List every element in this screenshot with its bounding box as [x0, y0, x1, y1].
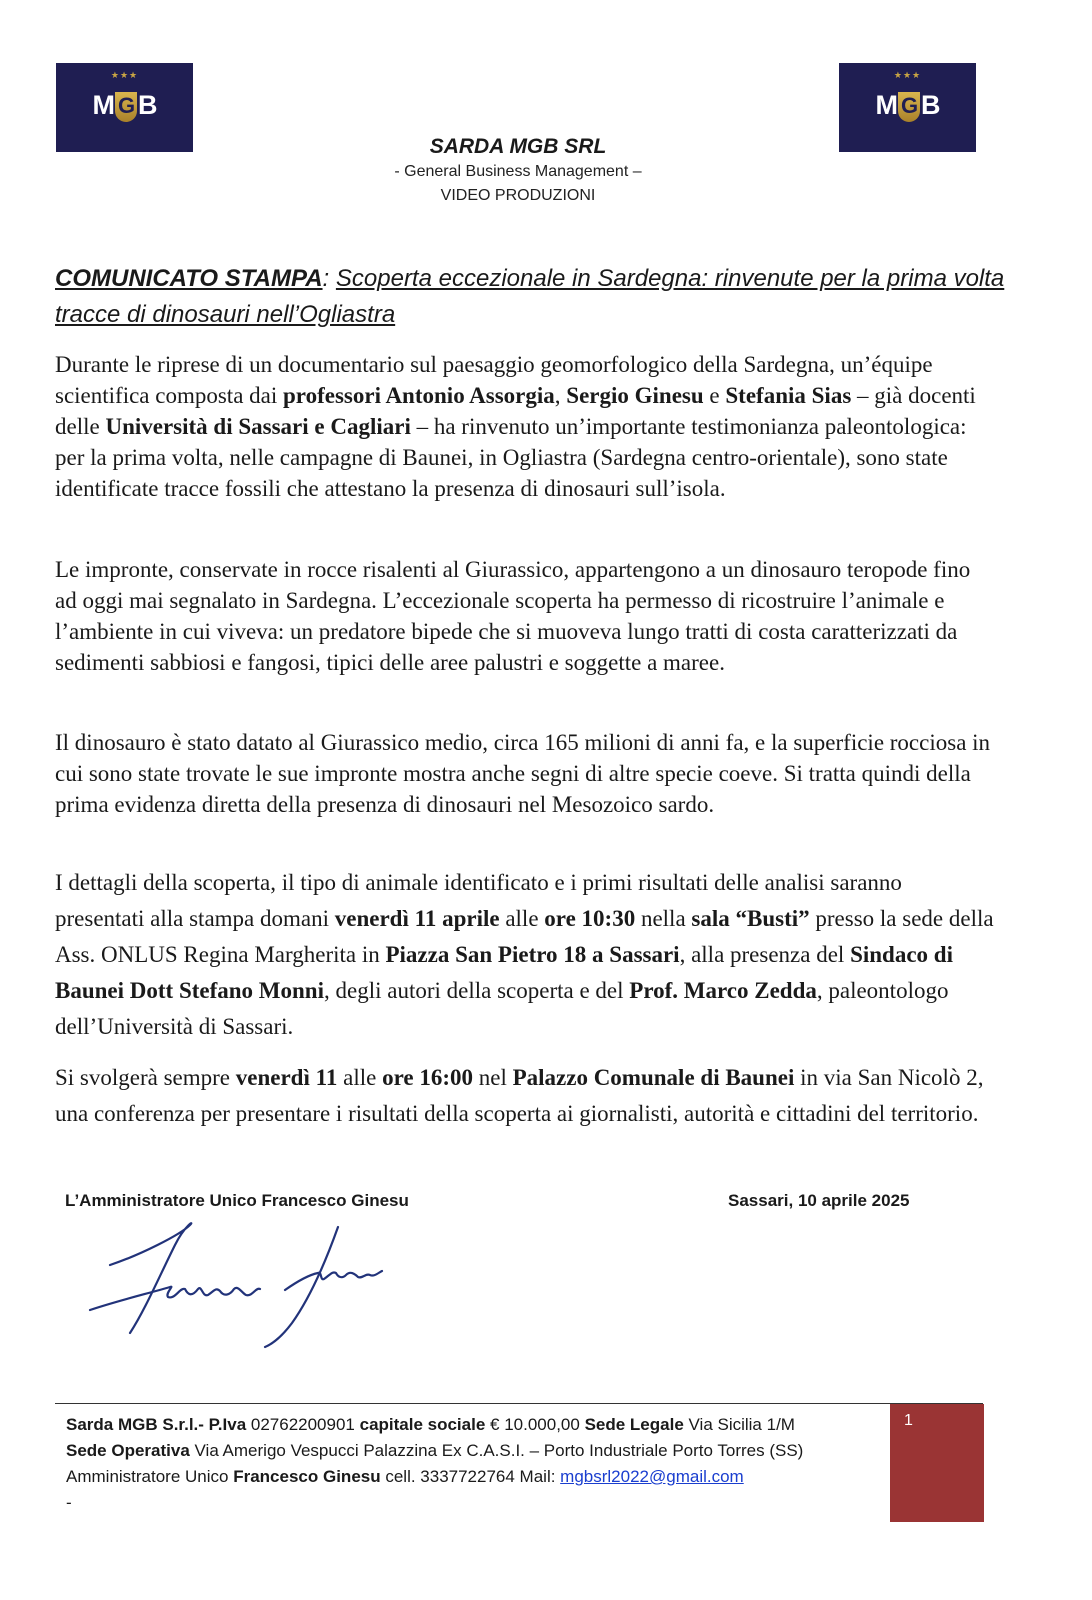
text: Via Sicilia 1/M [683, 1415, 795, 1434]
page-number-box [890, 1404, 984, 1522]
paragraph-5 [55, 1060, 995, 1132]
paragraph-3: Il dinosauro è stato datato al Giurassico medio, circa 165 milioni di anni fa, e la superficie rocciosa in cui sono state trovate le sue impronte mostra anche segni di altre specie coeve. Si tratta quindi della prima evidenza diretta della presenza di dinosauri nel Mesozoico sardo. [55, 730, 991, 817]
company-logo-left [56, 63, 193, 152]
paragraph-4 [55, 865, 995, 1045]
text: , [554, 383, 567, 408]
text: 02762200901 [246, 1415, 360, 1434]
company-name: SARDA MGB SRL [429, 135, 607, 158]
page-number: 1 [904, 1412, 913, 1429]
text: – già docenti delle [55, 383, 976, 439]
text: , degli autori della scoperta e del [324, 978, 630, 1003]
bold-text: ore 10:30 [544, 906, 636, 931]
bold-text: Prof. Marco Zedda [629, 978, 817, 1003]
bold-text: venerdì 11 [235, 1065, 338, 1090]
bold-text: ore 16:00 [382, 1065, 473, 1090]
bold-text: Palazzo Comunale di Baunei [512, 1065, 795, 1090]
logo-mark: M G B [875, 90, 940, 120]
bold-text: venerdì 11 aprile [334, 906, 500, 931]
text: Si svolgerà sempre [55, 1065, 236, 1090]
bold-text: Francesco Ginesu [233, 1467, 381, 1486]
handwritten-signature [80, 1215, 420, 1365]
bold-text: Sede Legale [584, 1415, 684, 1434]
headline-separator: : [322, 265, 336, 292]
text: – ha rinvenuto un’importante testimonianza paleontologica: per la prima volta, nelle campagne di Baunei, in Ogliastra (Sardegna centro-orientale), sono state identificate tracce fossili che attestano la presenza di dinosauri sull’isola. [55, 414, 967, 501]
signer-title: L’Amministratore Unico Francesco Ginesu [65, 1191, 409, 1210]
paragraph-2: Le impronte, conservate in rocce risalenti al Giurassico, appartengono a un dinosauro teropode fino ad oggi mai segnalato in Sardegna. L’eccezionale scoperta ha permesso di ricostruire l’animale e l’ambiente in cui viveva: un predatore bipede che si muoveva lungo tratti di costa caratterizzati da sedimenti sabbiosi e fangosi, tipici delle aree palustri e soggette a maree. [55, 557, 971, 675]
bold-text: Sergio Ginesu [566, 383, 704, 408]
headline-title: Scoperta eccezionale in Sardegna: rinvenute per la prima volta tracce di dinosauri nell’Ogliastra [55, 265, 1005, 328]
bold-text: Sindaco di Baunei Dott Stefano Monni [55, 942, 953, 1003]
text: Amministratore Unico [66, 1467, 234, 1486]
bold-text: Stefania Sias [725, 383, 852, 408]
footer-company-info [66, 1412, 876, 1516]
footer-line-1 [66, 1412, 876, 1438]
logo-mark: M G B [92, 90, 157, 120]
bold-text: sala “Busti” [691, 906, 810, 931]
text: € 10.000,00 [485, 1415, 585, 1434]
text: Via Amerigo Vespucci Palazzina Ex C.A.S.I. – Porto Industriale Porto Torres (SS) [189, 1441, 804, 1460]
text: e [703, 383, 726, 408]
text: presso la sede della Ass. ONLUS Regina Margherita in [55, 906, 994, 967]
text: , paleontologo dell’Università di Sassari. [55, 978, 949, 1039]
text: nel [472, 1065, 513, 1090]
bold-text: Piazza San Pietro 18 a Sassari [385, 942, 680, 967]
company-header [280, 134, 756, 208]
text: alle [499, 906, 545, 931]
company-logo-right [839, 63, 976, 152]
text: cell. 3337722764 Mail: [380, 1467, 561, 1486]
footer-line-3 [66, 1464, 876, 1490]
headline-label: COMUNICATO STAMPA [55, 265, 323, 292]
bold-text: professori Antonio Assorgia [283, 383, 555, 408]
bold-text: Università di Sassari e Cagliari [105, 414, 411, 439]
logo-stars: ★★★ [110, 71, 139, 81]
press-release-headline [55, 261, 1015, 333]
company-division: VIDEO PRODUZIONI [440, 187, 596, 204]
bold-text: Sede Operativa [66, 1441, 190, 1460]
text: in via San Nicolò 2, una conferenza per presentare i risultati della scoperta ai giornalisti, autorità e cittadini del territorio. [55, 1065, 984, 1126]
footer-line-4: - [66, 1493, 72, 1512]
company-subtitle: - General Business Management – [394, 163, 642, 180]
footer-divider [55, 1403, 983, 1404]
footer-line-2 [66, 1438, 876, 1464]
text: Durante le riprese di un documentario sul paesaggio geomorfologico della Sardegna, un’équipe scientifica composta dai [55, 352, 933, 408]
text: I dettagli della scoperta, il tipo di animale identificato e i primi risultati delle analisi saranno presentati alla stampa domani [55, 870, 902, 931]
bold-text: capitale sociale [359, 1415, 486, 1434]
paragraph-1 [55, 349, 995, 504]
logo-stars: ★★★ [893, 71, 922, 81]
text: nella [635, 906, 692, 931]
text: alle [337, 1065, 383, 1090]
bold-text: Sarda MGB S.r.l.- P.Iva [66, 1415, 247, 1434]
text: , alla presenza del [679, 942, 851, 967]
place-and-date: Sassari, 10 aprile 2025 [728, 1191, 910, 1210]
email-link[interactable]: mgbsrl2022@gmail.com [560, 1467, 744, 1486]
